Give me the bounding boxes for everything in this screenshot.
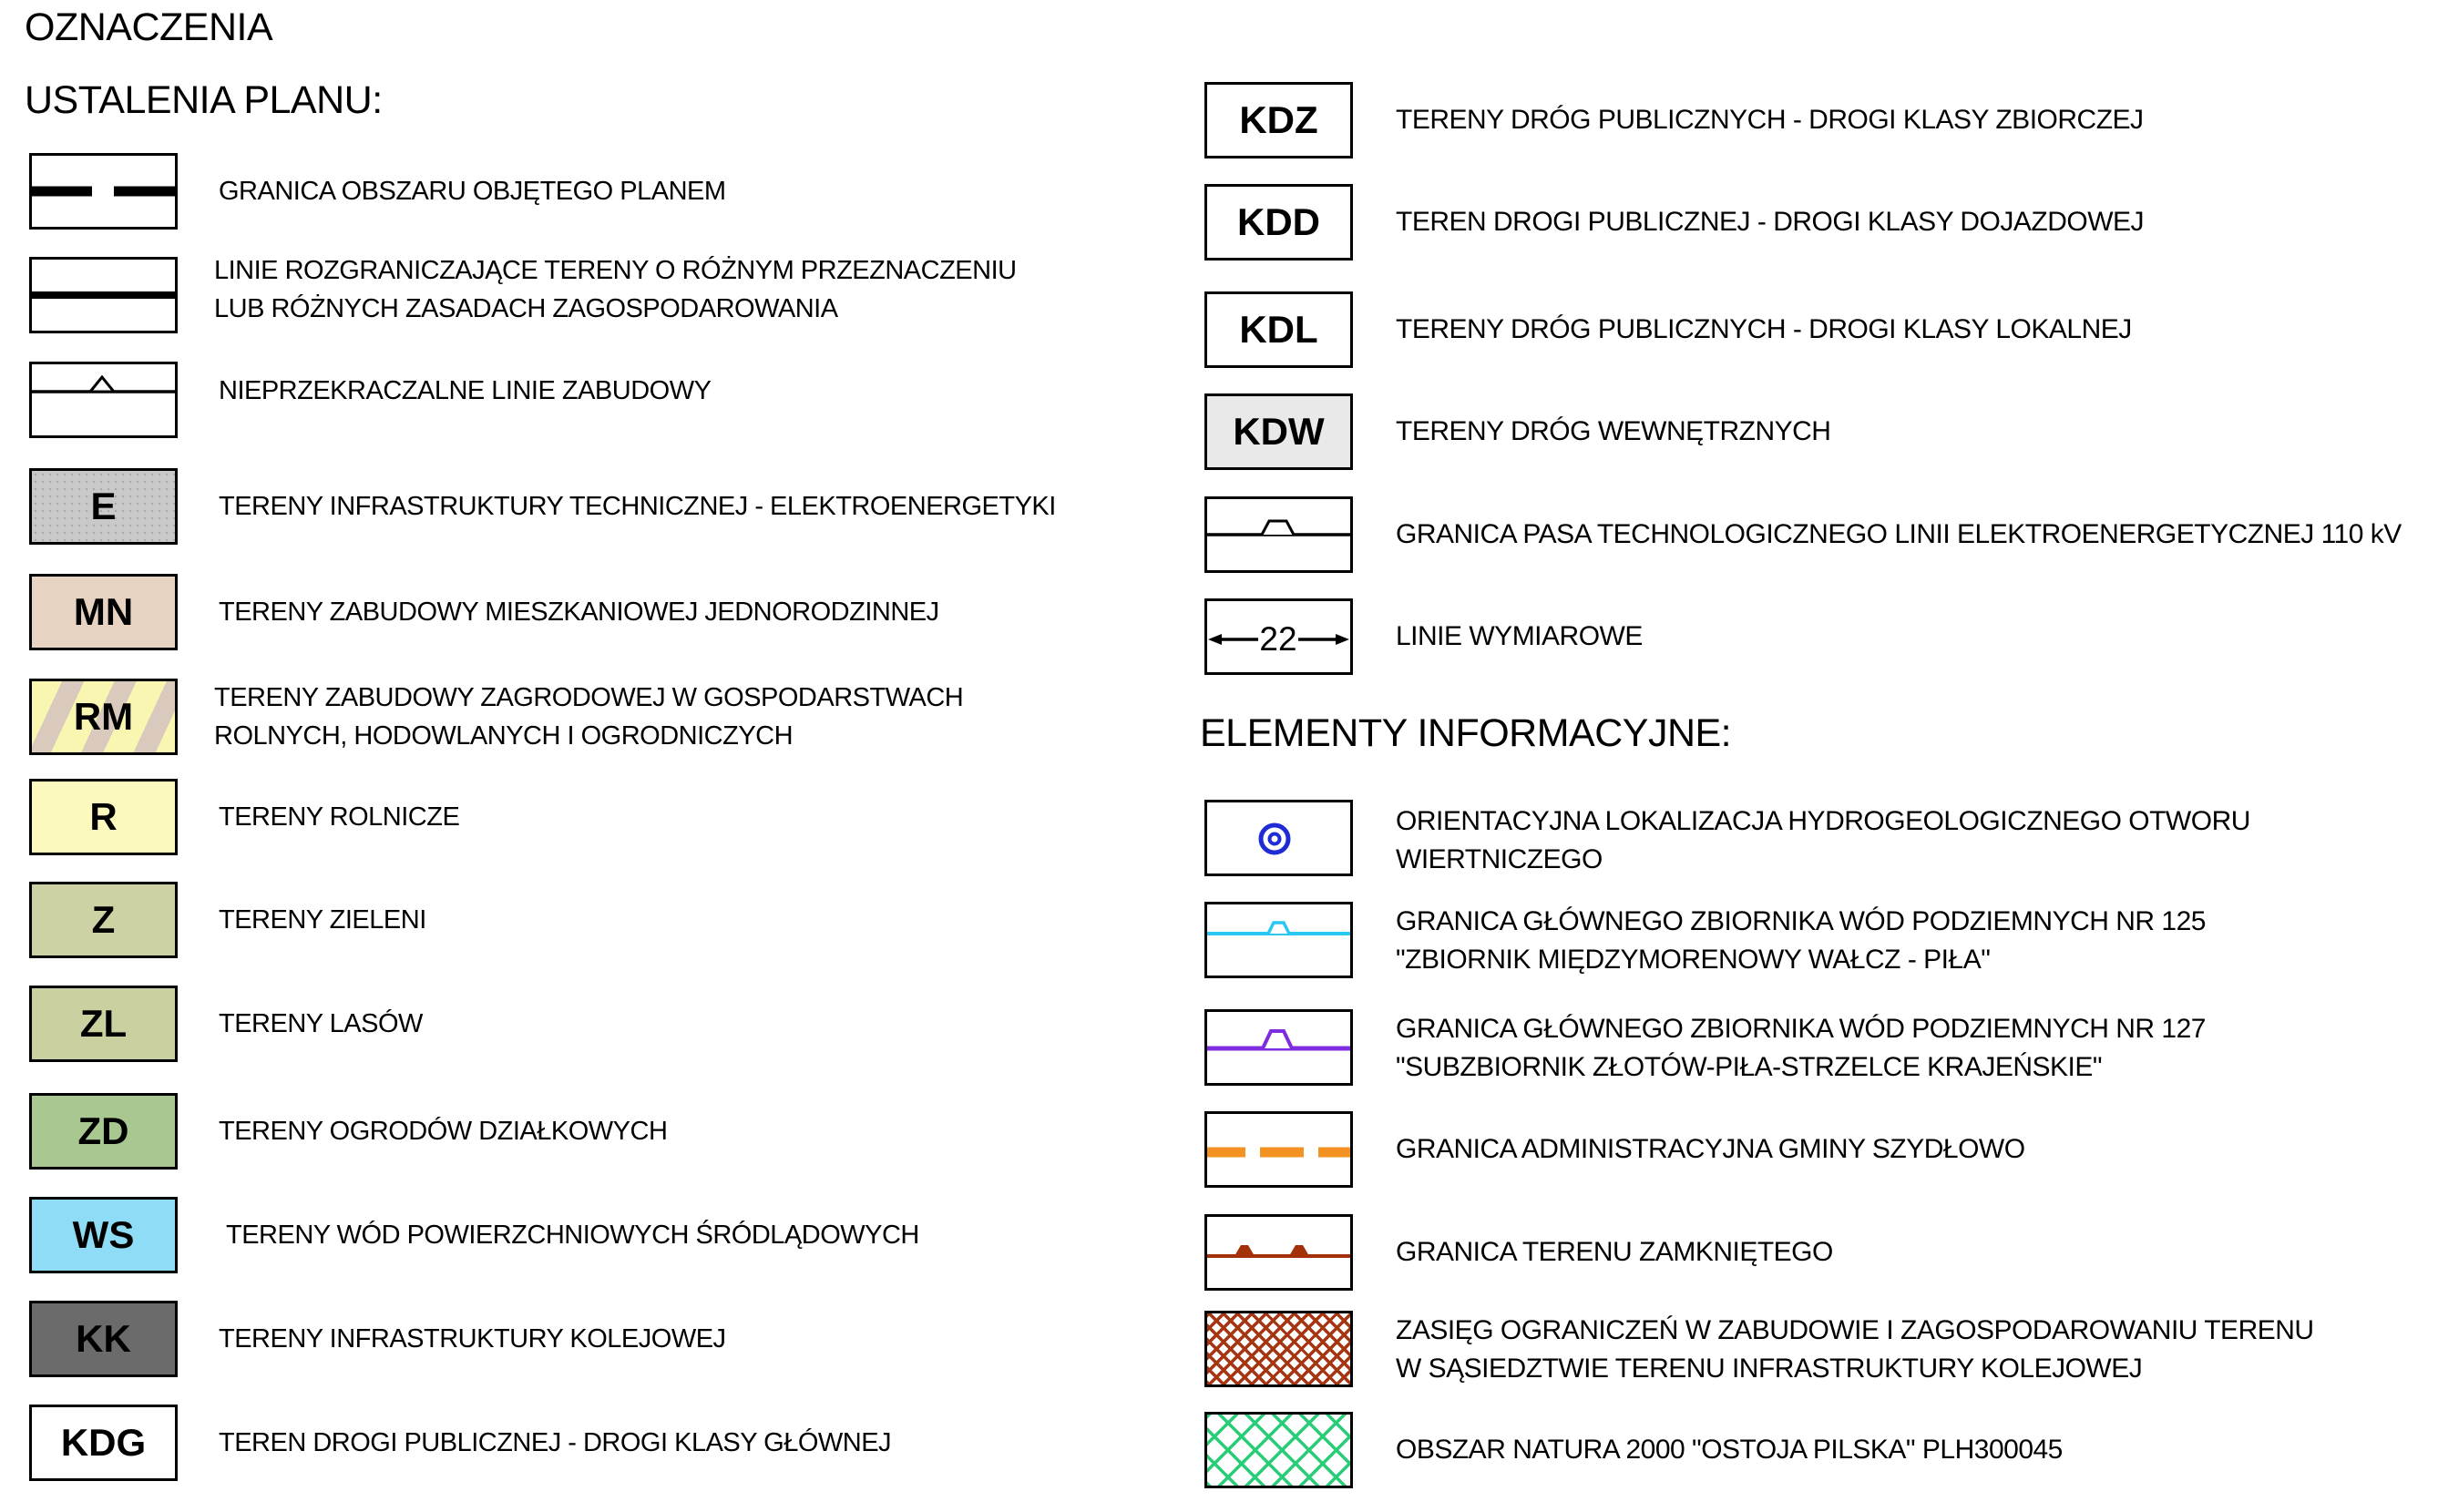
borehole-target-icon [1207,802,1350,873]
symbol-otwor-wiertniczy [1204,800,1353,876]
swatch-kdw-code: KDW [1233,410,1325,453]
label-rm [214,679,963,755]
swatch-kk [29,1301,178,1377]
symbol-linie-rozgraniczajace [29,257,178,333]
swatch-zd-code: ZD [77,1109,129,1152]
symbol-natura-2000 [1204,1412,1353,1488]
swatch-kdz [1204,82,1353,158]
dashed-thick-line-icon [32,156,175,227]
label-ograniczenia-kolejowe [1396,1312,2314,1388]
label-kdg: TEREN DROGI PUBLICZNEJ - DROGI KLASY GŁÓWNEJ [219,1428,892,1457]
line-trapezoid-icon [1207,499,1350,570]
label-line: WIERTNICZEGO [1396,844,1603,874]
label-e: TERENY INFRASTRUKTURY TECHNICZNEJ - ELEKTROENERGETYKI [219,492,1056,521]
swatch-kdl-code: KDL [1239,308,1318,351]
label-r: TERENY ROLNICZE [219,802,460,832]
swatch-kdz-code: KDZ [1239,98,1318,141]
swatch-kdw [1204,393,1353,470]
symbol-ograniczenia-kolejowe [1204,1311,1353,1387]
label-nieprzekraczalne-linie: NIEPRZEKRACZALNE LINIE ZABUDOWY [219,376,712,405]
symbol-gzwp-127 [1204,1009,1353,1086]
swatch-kdd [1204,184,1353,261]
label-otwor-wiertniczy [1396,802,2250,879]
label-pas-technologiczny: GRANICA PASA TECHNOLOGICZNEGO LINII ELEKTROENERGETYCZNEJ 110 kV [1396,519,2402,549]
label-granica-obszaru: GRANICA OBSZARU OBJĘTEGO PLANEM [219,177,726,206]
symbol-gzwp-125 [1204,902,1353,978]
swatch-z [29,882,178,958]
label-teren-zamkniety: GRANICA TERENU ZAMKNIĘTEGO [1396,1237,1833,1267]
swatch-e [29,468,178,545]
label-line: "SUBZBIORNIK ZŁOTÓW-PIŁA-STRZELCE KRAJEŃSKIE" [1396,1052,2103,1082]
swatch-zl [29,986,178,1062]
section-heading-info: ELEMENTY INFORMACYJNE: [1200,711,1732,755]
label-kdz: TERENY DRÓG PUBLICZNYCH - DROGI KLASY ZBIORCZEJ [1396,105,2144,135]
label-kdl: TERENY DRÓG PUBLICZNYCH - DROGI KLASY LOKALNEJ [1396,314,2132,344]
symbol-linie-wymiarowe [1204,598,1353,675]
swatch-r [29,779,178,855]
dimension-value: 22 [1259,620,1297,658]
label-natura-2000: OBSZAR NATURA 2000 "OSTOJA PILSKA" PLH300045 [1396,1435,2063,1465]
swatch-mn-code: MN [73,590,134,633]
swatch-rm-code: RM [73,695,134,738]
label-line: "ZBIORNIK MIĘDZYMORENOWY WAŁCZ - PIŁA" [1396,945,1991,975]
aquifer-125-line-icon [1207,904,1350,976]
solid-thick-line-icon [32,260,175,331]
label-ws: TERENY WÓD POWIERZCHNIOWYCH ŚRÓDLĄDOWYCH [226,1221,919,1250]
swatch-r-code: R [89,795,118,838]
label-zl: TERENY LASÓW [219,1009,423,1038]
symbol-teren-zamkniety [1204,1214,1353,1291]
label-linie-wymiarowe: LINIE WYMIAROWE [1396,621,1643,651]
label-line: ROLNYCH, HODOWLANYCH I OGRODNICZYCH [214,721,794,751]
swatch-e-code: E [90,485,117,527]
label-granica-gminy: GRANICA ADMINISTRACYJNA GMINY SZYDŁOWO [1396,1134,2025,1164]
label-z: TERENY ZIELENI [219,905,426,935]
label-kdw: TERENY DRÓG WEWNĘTRZNYCH [1396,416,1831,446]
label-gzwp-125 [1396,903,2206,979]
building-line-triangle-icon [32,364,175,435]
swatch-kdd-code: KDD [1237,200,1320,243]
label-line: LINIE ROZGRANICZAJĄCE TERENY O RÓŻNYM PRZEZNACZENIU [214,256,1017,285]
swatch-z-code: Z [91,898,116,941]
swatch-kdl [1204,291,1353,368]
swatch-rm [29,679,178,755]
closed-area-line-icon [1207,1217,1350,1288]
swatch-kk-code: KK [76,1317,131,1360]
symbol-granica-obszaru [29,153,178,230]
section-heading-plan: USTALENIA PLANU: [25,78,383,122]
swatch-ws [29,1197,178,1273]
label-gzwp-127 [1396,1010,2206,1087]
label-line: W SĄSIEDZTWIE TERENU INFRASTRUKTURY KOLEJOWEJ [1396,1354,2143,1384]
label-mn: TERENY ZABUDOWY MIESZKANIOWEJ JEDNORODZINNEJ [219,598,939,627]
symbol-nieprzekraczalne-linie [29,362,178,438]
symbol-pas-technologiczny [1204,496,1353,573]
label-line: TERENY ZABUDOWY ZAGRODOWEJ W GOSPODARSTWACH [214,683,964,712]
swatch-zd [29,1093,178,1170]
dimension-line-icon [1207,601,1350,672]
orange-dashed-line-icon [1207,1114,1350,1185]
label-zd: TERENY OGRODÓW DZIAŁKOWYCH [219,1117,668,1146]
label-kk: TERENY INFRASTRUKTURY KOLEJOWEJ [219,1324,726,1354]
label-line: ORIENTACYJNA LOKALIZACJA HYDROGEOLOGICZNEGO OTWORU [1396,806,2250,836]
label-linie-rozgraniczajace [214,251,1017,328]
label-line: GRANICA GŁÓWNEGO ZBIORNIKA WÓD PODZIEMNYCH NR 127 [1396,1014,2206,1044]
swatch-zl-code: ZL [79,1002,128,1045]
page-title: OZNACZENIA [25,5,273,49]
swatch-kdg [29,1405,178,1481]
symbol-granica-gminy [1204,1111,1353,1188]
aquifer-127-line-icon [1207,1012,1350,1083]
label-line: ZASIĘG OGRANICZEŃ W ZABUDOWIE I ZAGOSPODAROWANIU TERENU [1396,1315,2314,1345]
label-line: GRANICA GŁÓWNEGO ZBIORNIKA WÓD PODZIEMNYCH NR 125 [1396,906,2206,936]
swatch-mn [29,574,178,650]
label-line: LUB RÓŻNYCH ZASADACH ZAGOSPODAROWANIA [214,294,838,323]
label-kdd: TEREN DROGI PUBLICZNEJ - DROGI KLASY DOJAZDOWEJ [1396,207,2145,237]
swatch-kdg-code: KDG [60,1421,147,1464]
swatch-ws-code: WS [72,1213,135,1256]
